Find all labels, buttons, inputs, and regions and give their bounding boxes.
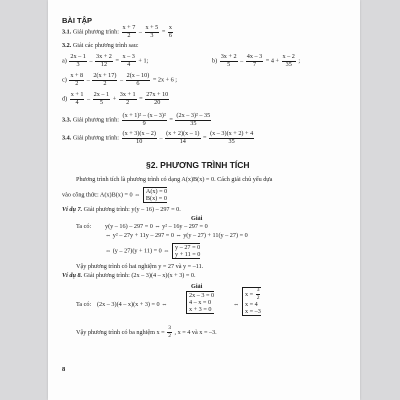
fraction: $\frac{x + 7}{2}$: [122, 24, 136, 40]
intro-line-1: Phương trình tích là phương trình có dạng A(x)B(x) = 0. Cách giải chủ yếu dựa: [76, 176, 273, 183]
exercise-3-3: 3.3. Giải phương trình: $\frac{\text{(x + 1)² – (x – 3)²}}{9}$ = $\frac{\text{(2x – 3)² – 35}}{35}$: [62, 112, 211, 128]
exercise-text: Giải các phương trình sau:: [72, 42, 139, 49]
solution-label: Giải: [191, 215, 203, 222]
exercise-3-2-a: a) $\frac{2x - 1}{3}$ – $\frac{3x + 2}{12}$ = $\frac{x - 3}{4}$ + 1;: [62, 53, 149, 69]
ta-co-label: Ta có:: [76, 223, 92, 230]
solution-line-3: ⇔ (y – 27)(y + 11) = 0 ⇔ y – 27 = 0 y + 11 = 0: [105, 244, 201, 258]
cases-block: 2x – 3 = 0 4 – x = 0 x + 3 = 0: [186, 291, 214, 314]
exercise-3-1: 3.1. Giải phương trình: $\frac{x + 7}{2}$ – $\frac{x + 5}{3}$ = $\frac{x}{6}$: [62, 24, 172, 40]
intro-line-2: vào công thức: A(x)B(x) = 0 ⇔ A(x) = 0 B(x) = 0: [62, 188, 168, 202]
ta-co-label: Ta có:: [76, 301, 92, 308]
fraction: $\frac{x}{6}$: [168, 24, 172, 40]
document-page: [48, 0, 360, 400]
section-heading: §2. PHƯƠNG TRÌNH TÍCH: [146, 160, 250, 170]
exercise-3-2-d: d) $\frac{x + 1}{4}$ – $\frac{2x - 1}{5}$ + $\frac{3x + 1}{2}$ = $\frac{27x + 10}{20}$: [62, 91, 169, 107]
exercise-3-2: [62, 42, 139, 49]
solution-line-1: y(y – 16) – 297 = 0 ⇔ y² – 16y – 297 = 0: [105, 223, 208, 230]
exercises-heading: BÀI TẬP: [62, 16, 92, 25]
page-number: 8: [62, 366, 66, 373]
exercise-3-2-b: b) $\frac{3x + 2}{5}$ – $\frac{4x - 3}{7}$ = 4 + $\frac{x - 2}{35}$ ;: [212, 53, 301, 69]
exercise-3-2-c: c) $\frac{x + 8}{2}$ – $\frac{2(x + 17)}{2}$ – $\frac{2(x - 10)}{6}$ = 2x + 6 ;: [62, 72, 178, 88]
exercise-text: Giải phương trình:: [72, 28, 119, 36]
exercise-number: 3.1.: [62, 28, 72, 36]
solution-line-2: ⇔ y² – 27y + 11y – 297 = 0 ⇔ y(y – 27) + 11(y – 27) = 0: [105, 232, 248, 239]
solutions-block: x = $\frac{3}{2}$ x = 4 x = –3: [242, 287, 261, 316]
example-8: Ví dụ 8. Giải phương trình: (2x – 3)(4 – x)(x + 3) = 0.: [62, 272, 196, 279]
fraction: $\frac{x + 5}{3}$: [145, 24, 159, 40]
solution-equation: (2x – 3)(4 – x)(x + 3) = 0 ⇔: [97, 301, 168, 308]
exercise-number: 3.2.: [62, 42, 72, 49]
solution-label: Giải: [191, 283, 203, 290]
equivalence-arrow: ⇔: [233, 301, 240, 308]
conclusion-7: Vậy phương trình có hai nghiệm y = 27 và y = –11.: [76, 263, 204, 270]
example-7: Ví dụ 7. Giải phương trình: y(y – 16) – 297 = 0.: [62, 206, 181, 213]
exercise-3-4: 3.4. Giải phương trình: $\frac{(x + 3)(x - 2)}{10}$ – $\frac{(x + 2)(x - 1)}{14}$ = $\frac{(x - 3)(x + 2) + 4}{35}$: [62, 130, 254, 146]
conclusion-8: Vậy phương trình có ba nghiệm x = $\frac{3}{2}$ , x = 4 và x = –3.: [76, 325, 217, 339]
